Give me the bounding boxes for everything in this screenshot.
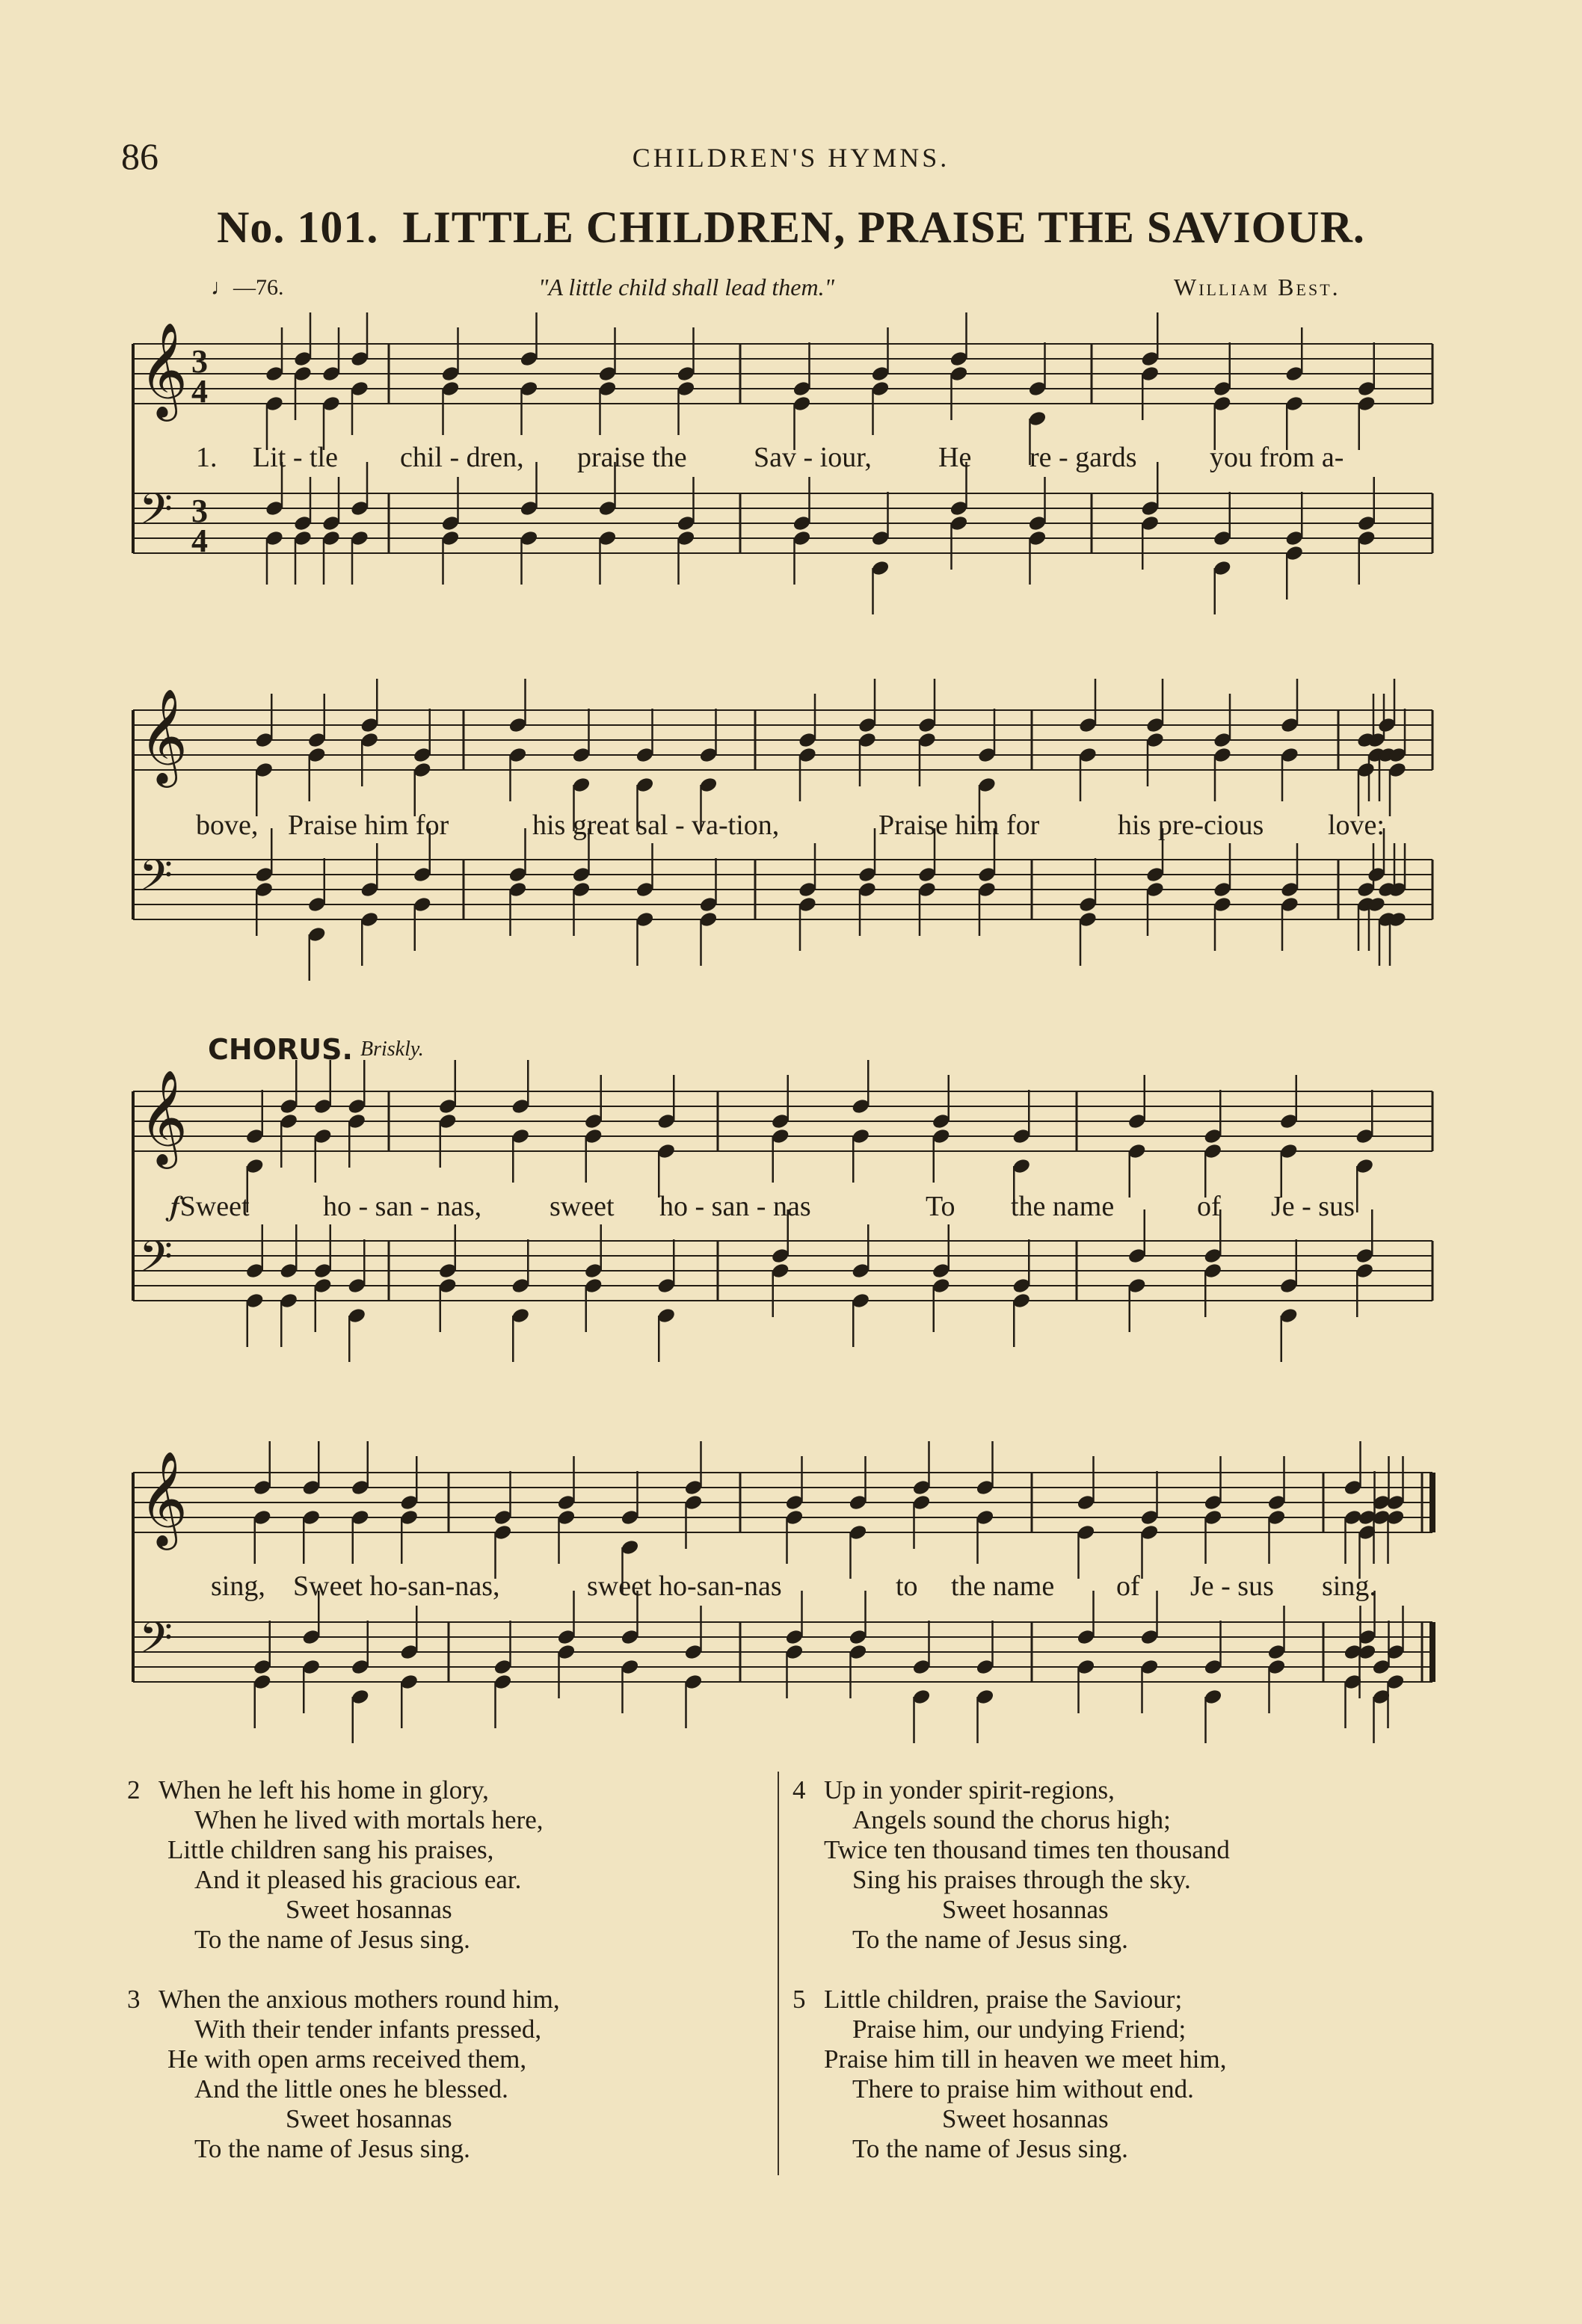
lyric-syllable: his pre-cious: [1118, 810, 1264, 841]
verse-number: 5: [792, 1985, 806, 2014]
verse-line: Sweet hosannas: [942, 2104, 1109, 2133]
treble-clef-icon: 𝄞: [139, 1069, 188, 1165]
lyric-syllable: ho - san - nas: [659, 1191, 811, 1222]
lyric-syllable: the name: [951, 1571, 1055, 1602]
lyric-syllable: his great sal - va-tion,: [532, 810, 780, 841]
verse-line: To the name of Jesus sing.: [194, 2134, 470, 2163]
bass-clef-icon: 𝄢: [139, 850, 173, 911]
running-head: CHILDREN'S HYMNS.: [632, 143, 950, 173]
verse-line: Twice ten thousand times ten thousand: [824, 1835, 1230, 1864]
verse-line: Sing his praises through the sky.: [852, 1865, 1191, 1894]
verse-line: With their tender infants pressed,: [194, 2015, 542, 2044]
verse-line: Angels sound the chorus high;: [852, 1805, 1171, 1834]
verse-number: 3: [127, 1985, 141, 2014]
lyric-syllable: Je - sus: [1271, 1191, 1355, 1222]
lyric-syllable: the name: [1011, 1191, 1115, 1222]
lyric-syllable: you from a-: [1210, 442, 1344, 473]
lyric-syllable: To: [926, 1191, 955, 1222]
chorus-label: CHORUS.: [208, 1033, 353, 1066]
verses-right-column: [792, 1775, 1230, 2194]
verse-line: And it pleased his gracious ear.: [194, 1865, 522, 1894]
lyric-syllable: Praise him for: [288, 810, 449, 841]
lyric-syllable: He: [938, 442, 972, 473]
page-number: 86: [121, 135, 158, 177]
hymn-title: [0, 202, 1582, 253]
verse-3: [127, 1985, 560, 2164]
verse-number: 4: [792, 1775, 806, 1804]
verse-2: [127, 1775, 560, 1955]
lyric-syllable: 1.: [196, 442, 218, 473]
lyric-syllable: sweet: [550, 1191, 615, 1222]
lyric-syllable: Sweet ho-san-nas,: [293, 1571, 500, 1602]
verse-line: Sweet hosannas: [942, 1895, 1109, 1924]
lyric-syllable: sweet ho-san-nas: [587, 1571, 782, 1602]
time-signature-top: 3: [191, 343, 208, 380]
verse-4: [792, 1775, 1230, 1955]
treble-clef-icon: 𝄞: [139, 321, 188, 417]
verse-line: 4 Up in yonder spirit-regions,: [792, 1775, 1115, 1804]
lyric-syllable: to: [896, 1571, 918, 1602]
time-signature-bottom: 4: [191, 523, 208, 559]
lyric-syllable: Sav - iour,: [754, 442, 872, 473]
verse-line: To the name of Jesus sing.: [194, 1925, 470, 1954]
lyric-syllable: sing,: [211, 1571, 265, 1602]
verse-line: Praise him till in heaven we meet him,: [824, 2044, 1227, 2074]
chorus-tempo: Briskly.: [360, 1038, 424, 1061]
column-divider: [778, 1772, 779, 2175]
hymn-title-text: LITTLE CHILDREN, PRAISE THE SAVIOUR.: [402, 203, 1365, 252]
lyric-syllable: praise the: [577, 442, 687, 473]
lyric-syllable: love:: [1328, 810, 1385, 841]
author-credit: William Best.: [1174, 274, 1341, 300]
verse-line: And the little ones he blessed.: [194, 2074, 508, 2103]
treble-clef-icon: 𝄞: [139, 1450, 188, 1546]
verses-left-column: [127, 1775, 560, 2194]
verse-line: 2 When he left his home in glory,: [127, 1775, 489, 1804]
time-signature-bottom: 4: [191, 373, 208, 410]
time-signature-top: 3: [191, 493, 208, 529]
lyric-syllable: of: [1116, 1571, 1140, 1602]
verse-line: 5 Little children, praise the Saviour;: [792, 1985, 1183, 2014]
hymn-number: No. 101.: [217, 203, 379, 252]
verse-line: Little children sang his praises,: [167, 1835, 494, 1864]
verse-line: There to praise him without end.: [852, 2074, 1194, 2103]
bass-clef-icon: 𝄢: [139, 484, 173, 545]
tempo-mark: ♩—76.: [211, 275, 284, 300]
lyric-syllable: Praise him for: [878, 810, 1040, 841]
lyric-syllable: ho - san - nas,: [323, 1191, 482, 1222]
bass-clef-icon: 𝄢: [139, 1612, 173, 1674]
verse-line: Sweet hosannas: [286, 1895, 452, 1924]
lyric-syllable: bove,: [196, 810, 259, 841]
treble-clef-icon: 𝄞: [139, 688, 188, 783]
verse-line: 3 When the anxious mothers round him,: [127, 1985, 560, 2014]
epigraph: "A little child shall lead them.": [538, 274, 835, 300]
verse-number: 2: [127, 1775, 141, 1804]
lyric-syllable: re - gards: [1029, 442, 1137, 473]
verse-line: He with open arms received them,: [167, 2044, 527, 2074]
lyric-syllable: Lit - tle: [253, 442, 338, 473]
verse-line: To the name of Jesus sing.: [852, 2134, 1128, 2163]
verse-line: When he lived with mortals here,: [194, 1805, 544, 1834]
verse-5: [792, 1985, 1230, 2164]
lyric-syllable: of: [1197, 1191, 1221, 1222]
lyric-syllable: chil - dren,: [400, 442, 524, 473]
lyric-syllable: Je - sus: [1190, 1571, 1274, 1602]
verse-line: Sweet hosannas: [286, 2104, 452, 2133]
lyric-syllable: 𝆑Sweet: [170, 1191, 250, 1222]
verse-line: To the name of Jesus sing.: [852, 1925, 1128, 1954]
verse-line: Praise him, our undying Friend;: [852, 2015, 1186, 2044]
bass-clef-icon: 𝄢: [139, 1231, 173, 1292]
lyric-syllable: sing.: [1322, 1571, 1376, 1602]
